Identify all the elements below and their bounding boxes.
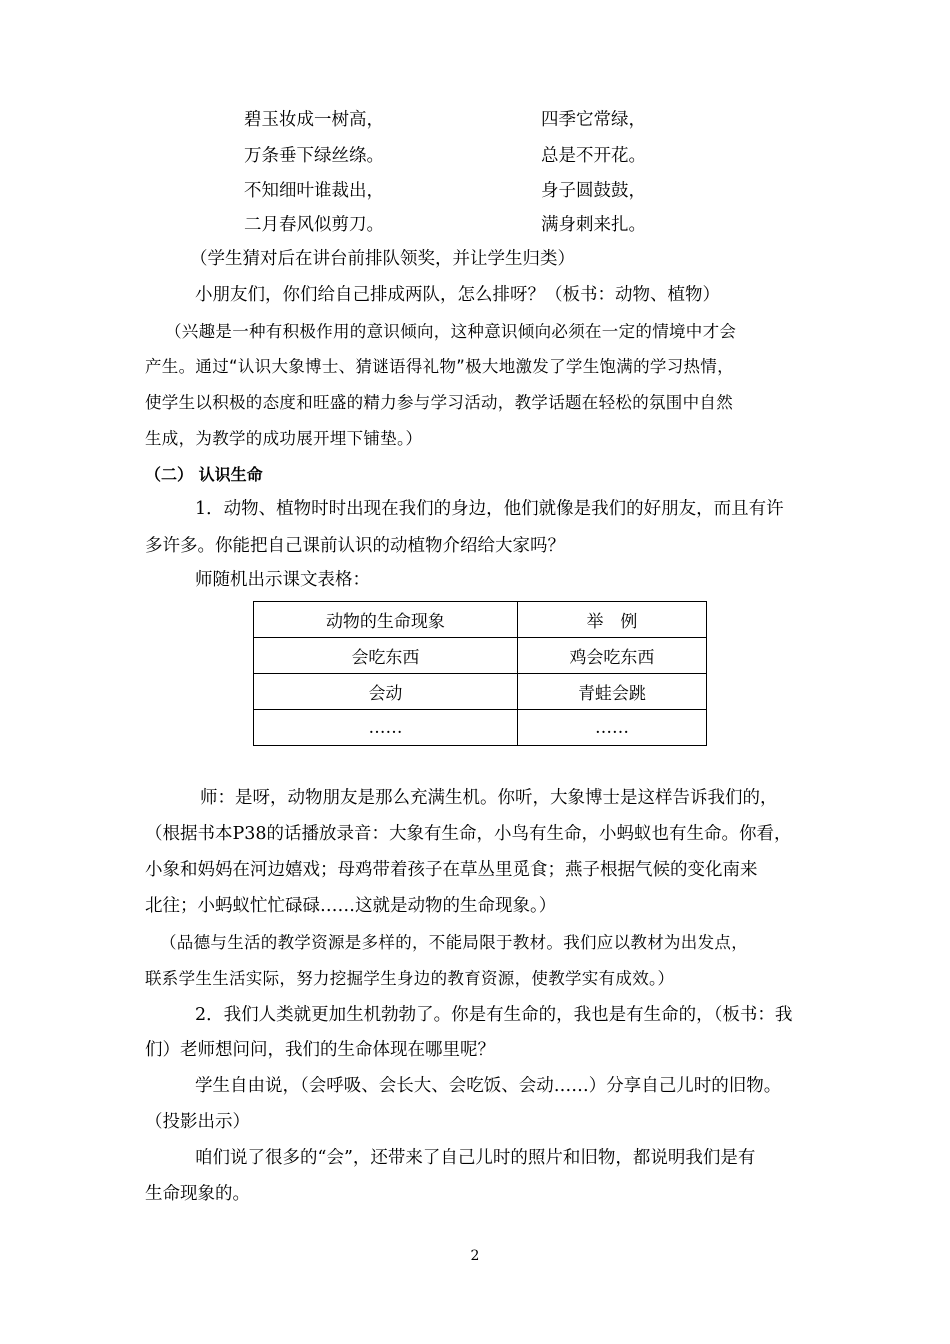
paragraph-two-groups: 小朋友们，你们给自己排成两队，怎么排呀？（板书：动物、植物） [195, 285, 720, 305]
paragraph-animals-plants-line-2: 多许多。你能把自己课前认识的动植物介绍给大家吗？ [145, 536, 565, 556]
poem-right-line-1: 四季它常绿， [541, 110, 646, 130]
paragraph-teacher-elephant-line-2: （根据书本P38的话播放录音：大象有生命，小鸟有生命，小蚂蚁也有生命。你看， [145, 824, 792, 844]
poem-right-line-4: 满身刺来扎。 [541, 215, 646, 235]
table-header-cell: 动物的生命现象 [254, 602, 518, 638]
note-resources-line-2: 联系学生生活实际，努力挖掘学生身边的教育资源，使教学实有成效。） [145, 969, 675, 988]
table-cell: …… [254, 710, 518, 746]
paragraph-animals-plants-line-1: 1．动物、植物时时出现在我们的身边，他们就像是我们的好朋友，而且有许 [195, 499, 784, 519]
paragraph-students-share-line-1: 学生自由说，（会呼吸、会长大、会吃饭、会动……）分享自己儿时的旧物。 [195, 1076, 782, 1096]
note-interest-line-2: 产生。通过“认识大象博士、猜谜语得礼物”极大地激发了学生饱满的学习热情， [145, 357, 734, 376]
poem-left-line-4: 二月春风似剪刀。 [244, 215, 384, 235]
table-row [254, 710, 707, 746]
table-header-cell: 举 例 [517, 602, 706, 638]
section-heading-know-life: （二） 认识生命 [145, 465, 263, 484]
note-interest-line-3: 使学生以积极的态度和旺盛的精力参与学习活动，教学话题在轻松的氛围中自然 [145, 393, 733, 412]
page-number: 2 [470, 1248, 480, 1264]
paragraph-students-share-line-2: （投影出示） [145, 1112, 250, 1132]
life-phenomena-table [253, 601, 707, 746]
table-row [254, 674, 707, 710]
paragraph-humans-line-2: 们）老师想问问，我们的生命体现在哪里呢？ [145, 1040, 495, 1060]
paragraph-humans-line-1: 2．我们人类就更加生机勃勃了。你是有生命的，我也是有生命的，（板书：我 [195, 1005, 793, 1025]
poem-left-line-1: 碧玉妆成一树高， [244, 110, 384, 130]
table-cell: 会动 [254, 674, 518, 710]
paragraph-student-guess: （学生猜对后在讲台前排队领奖，并让学生归类） [190, 249, 575, 269]
note-interest-line-1: （兴趣是一种有积极作用的意识倾向，这种意识倾向必须在一定的情境中才会 [165, 322, 737, 341]
paragraph-teacher-elephant-line-1: 师：是呀，动物朋友是那么充满生机。你听，大象博士是这样告诉我们的， [200, 788, 778, 808]
table-cell: 青蛙会跳 [517, 674, 706, 710]
table-cell: …… [517, 710, 706, 746]
note-interest-line-4: 生成，为教学的成功展开埋下铺垫。） [145, 429, 423, 448]
paragraph-conclusion-line-2: 生命现象的。 [145, 1184, 250, 1204]
note-resources-line-1: （品德与生活的教学资源是多样的，不能局限于教材。我们应以教材为出发点， [160, 933, 748, 952]
paragraph-conclusion-line-1: 咱们说了很多的“会”，还带来了自己儿时的照片和旧物，都说明我们是有 [195, 1148, 756, 1168]
paragraph-show-table: 师随机出示课文表格： [195, 570, 370, 590]
table-header-row [254, 602, 707, 638]
poem-right-line-2: 总是不开花。 [541, 146, 646, 166]
table-cell: 鸡会吃东西 [517, 638, 706, 674]
poem-left-line-3: 不知细叶谁裁出， [244, 181, 384, 201]
table-row [254, 638, 707, 674]
table-cell: 会吃东西 [254, 638, 518, 674]
paragraph-teacher-elephant-line-3: 小象和妈妈在河边嬉戏；母鸡带着孩子在草丛里觅食；燕子根据气候的变化南来 [145, 860, 758, 880]
paragraph-teacher-elephant-line-4: 北往；小蚂蚁忙忙碌碌……这就是动物的生命现象。） [145, 896, 557, 916]
poem-right-line-3: 身子圆鼓鼓， [541, 181, 646, 201]
poem-left-line-2: 万条垂下绿丝绦。 [244, 146, 384, 166]
